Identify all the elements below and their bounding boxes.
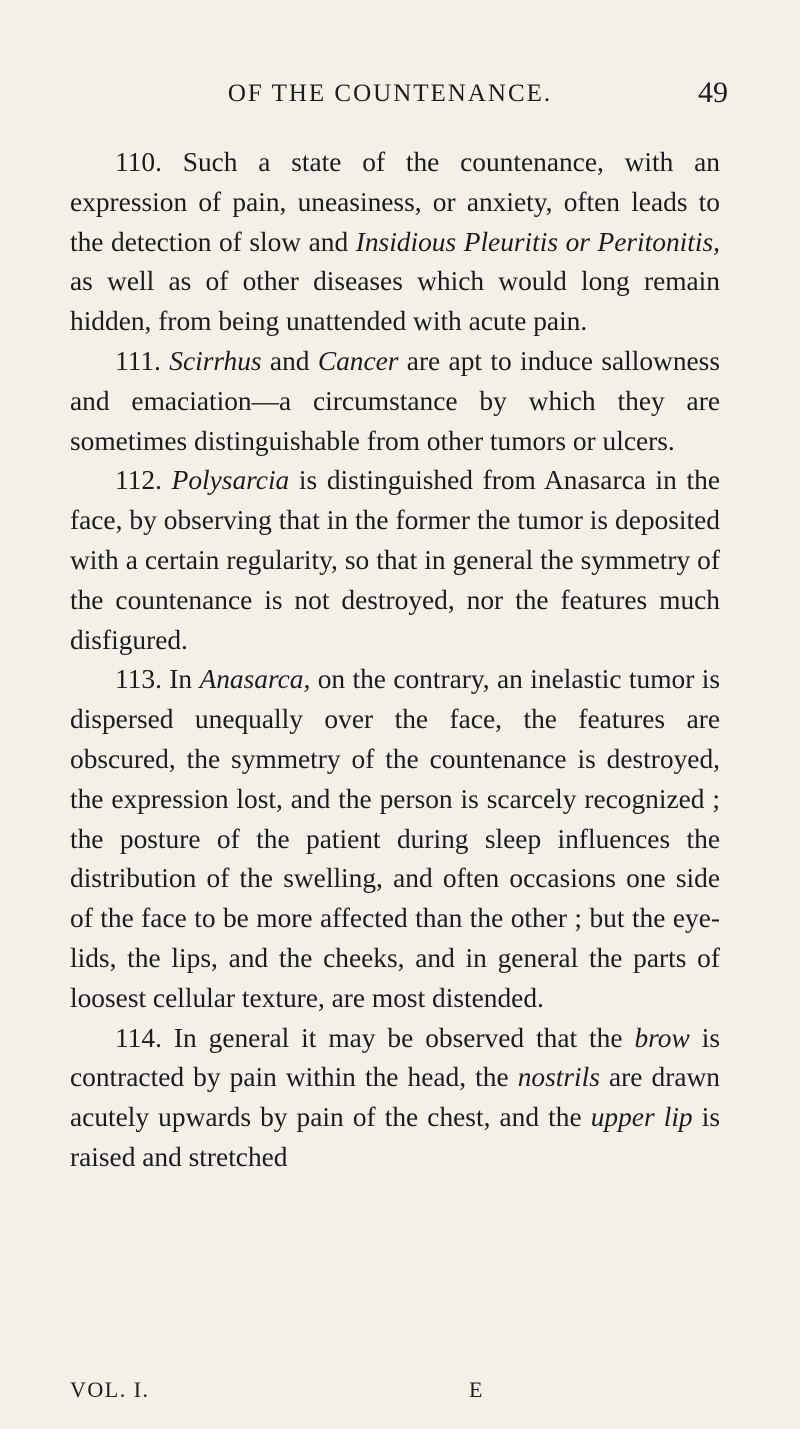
- body-text: [70, 143, 720, 1178]
- paragraph-number: 112.: [115, 465, 162, 496]
- paragraph-text: is raised and stretched: [70, 1102, 721, 1172]
- paragraph-text: Such a state of the countenance, with an expression of pain, uneasiness, or anxiety, often leads to the detection of slow and: [70, 147, 720, 257]
- running-title: OF THE COUNTENANCE.: [227, 80, 553, 107]
- italic-term: Insidious Pleuritis or Peritonitis,: [355, 226, 720, 257]
- paragraph-text: are drawn acutely upwards by pain of the chest, and the: [70, 1062, 720, 1133]
- paragraph-text: are apt to induce sallowness and emaciation—a circumstance by which they are sometimes distinguishable from other tumors or ulcers.: [70, 345, 721, 456]
- italic-term: Scirrhus: [169, 345, 262, 376]
- paragraph-text: and: [261, 345, 318, 376]
- volume-label: VOL. I.: [70, 1377, 150, 1402]
- paragraph: [70, 461, 720, 660]
- signature-mark: E: [469, 1377, 484, 1402]
- paragraph: [70, 342, 720, 461]
- paragraph-text: [161, 346, 169, 376]
- paragraph-text: is distinguished from Anasarca in the face, by observing that in the former the tumor is deposited with a certain regularity, so that in general the symmetry of the countenance is not destroyed, nor the features much disfigured.: [70, 465, 720, 655]
- paragraph-text: is contracted by pain within the head, the: [70, 1022, 720, 1093]
- italic-term: nostrils: [517, 1062, 600, 1093]
- running-head: [60, 76, 728, 120]
- italic-term: brow: [634, 1022, 690, 1053]
- italic-term: Anasarca,: [199, 664, 311, 695]
- paragraph-text: In general it may be observed that the: [161, 1022, 635, 1053]
- paragraph-text: In: [161, 664, 200, 695]
- paragraph-number: 111.: [115, 345, 161, 376]
- paragraph: [70, 143, 720, 342]
- paragraph: [70, 1019, 720, 1178]
- italic-term: Cancer: [317, 345, 399, 376]
- italic-term: Polysarcia: [171, 465, 290, 496]
- paragraph-number: 110.: [115, 147, 162, 177]
- paragraph-number: 114.: [115, 1022, 162, 1053]
- italic-term: upper lip: [590, 1102, 693, 1133]
- paragraph: [70, 660, 720, 1018]
- paragraph-text: [162, 465, 172, 495]
- paragraph-text: as well as of other diseases which would long remain hidden, from being unattended with acute pain.: [70, 266, 720, 337]
- paragraph-text: on the contrary, an inelastic tumor is dispersed unequally over the face, the features are obscured, the symmetry of the countenance is destroyed, the expression lost, and the person is scarcely recognized ; the posture of the patient during sleep influences the distribution of the swelling, and often occasions one side of the face to be more affected than the other ; but the eye-lids, the lips, and the cheeks, and in general the parts of loosest cellular texture, are most distended.: [70, 664, 720, 1013]
- page-number: 49: [698, 76, 728, 109]
- paragraph-number: 113.: [115, 664, 162, 695]
- page-footer: [70, 1377, 720, 1407]
